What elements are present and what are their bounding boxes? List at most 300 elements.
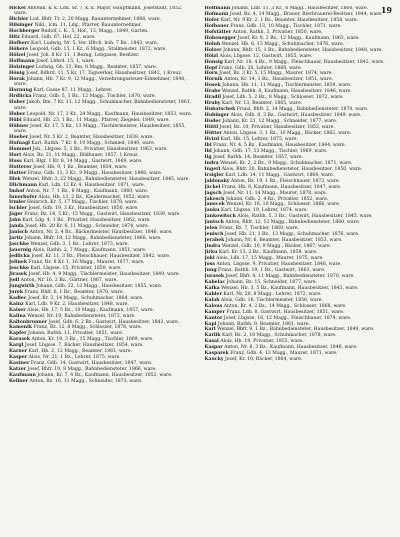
entry-name: Hofbauer: [204, 23, 229, 29]
directory-entry: [9, 23, 197, 28]
entry-text: Karl, Gasse 87, 11 Magg., Lehrer.: [33, 88, 113, 94]
entry-text: Johann, Bhfr. 15, 1 Bz., Bahnbediensteter, Hausbesitzer, 1848, ware.: [223, 47, 383, 53]
directory-entry: [9, 153, 197, 158]
entry-name: Kainz: [9, 301, 24, 307]
entry-text: Josef, Hb. 21, 1 Bz., 13 Magg., Schuhmacher, 1876, ware.: [224, 232, 360, 238]
directory-entry: [9, 278, 197, 283]
directory-entry: [205, 214, 393, 219]
entry-text: Franz, Bhfr. 6, 1 Bz., Beamter, 1870, ware.: [24, 289, 125, 295]
entry-text: Johann, Kr. 7, 4 Bz., Kaufmann, Hausbesitzer, 1852, ware.: [37, 373, 173, 379]
page-number: 19: [380, 5, 392, 15]
entry-text: Alois, Rathh. 5, 3 Bz., Gastwirt, Hausbesitzer, 1845, ware.: [237, 214, 373, 220]
entry-text: Johann, Nr. 6, Beamter, Hausbesitzer, 1853, ware.: [225, 238, 343, 244]
entry-text: Karl, Kr. 13, 2 Bz., Kaufmann, 1858, ware.: [218, 250, 318, 256]
entry-name: Jankowitsch: [204, 214, 236, 220]
entry-text: Johann, Kr. 21, 12 Magg., Schneider, 1877, ware.: [222, 119, 338, 125]
directory-entry: [205, 167, 393, 172]
directory-entry: [9, 248, 197, 253]
directory-entry: [205, 345, 393, 350]
directory-entry: [9, 272, 197, 277]
entry-name: Janisch: [9, 230, 28, 236]
directory-entry: [9, 349, 197, 354]
entry-name: Jauernig: [9, 248, 32, 254]
entry-text: Josef, Nr. 11, 14 Magg., Maurer, 1878, ware.: [223, 190, 328, 196]
entry-name: Hitz: [9, 35, 20, 41]
entry-text: Wenzel, Bhfr. 3, 22 Magg., Bahnbediensteter, Hausbesitzer, 1845, ware.: [22, 176, 190, 182]
entry-text: Alois, Rathh. 2, 7 Magg., Kaufmann, 1851, ware.: [32, 248, 147, 254]
directory-entry: [205, 191, 393, 196]
entry-name: Jelinek: [9, 259, 28, 265]
directory-entry: [9, 147, 197, 152]
entry-text: Alois, Nr. 21, 1 Bz., Lehrer, 1875, ware.: [28, 355, 121, 361]
entry-name: Jokl: [204, 256, 215, 262]
entry-text: Alois, Gdb. 8, 3 Bz., Gastwirt, Hausbesitzer, 1849, ware.: [230, 113, 362, 119]
entry-text: Josef, Ldb. 5, 2 Bz., 8 Magg., Schlosser, 1872, ware.: [222, 95, 344, 101]
entry-name: Hrdlicka: [9, 94, 32, 100]
directory-entry: [9, 296, 197, 301]
directory-entry: [205, 244, 393, 249]
directory-entry: [205, 286, 393, 291]
entry-name: Kafka: [204, 285, 220, 291]
entry-name: Jirku: [204, 250, 218, 256]
entry-text: Franz, Gdb. 4, 13 Magg., Maurer, 1871, ware.: [230, 351, 338, 357]
directory-entry: [9, 135, 197, 140]
directory-entry: [9, 94, 197, 99]
entry-name: Illichmann: [9, 182, 38, 188]
entry-text: Karl, Bz. 2, 10 Magg., Schuhmacher, 1878, ware.: [222, 333, 337, 339]
entry-name: Jenisch: [204, 232, 224, 238]
entry-name: Jung: [204, 267, 217, 273]
directory-entry: [9, 189, 197, 194]
directory-entry: [9, 266, 197, 271]
directory-entry: [9, 343, 197, 348]
entry-name: Kantor: [204, 315, 223, 321]
entry-name: Hufnagl: [9, 140, 30, 146]
entry-text: Josef, Kr. 17, 5 Bz., 13 Magg., Tischlermeister, Hausbesitzer, 1855, ware.: [14, 123, 186, 135]
directory-entry: [9, 218, 197, 223]
directory-entry: [9, 355, 197, 360]
entry-name: Hummel: [9, 146, 32, 152]
entry-text: Josef, Bz. 4, 14 Magg., Brauer, Bierbrauerei-Besitzer, 1844, ware.: [229, 11, 383, 17]
entry-name: Hradil: [204, 95, 221, 101]
directory-entry: [9, 47, 197, 52]
entry-text: Nikl., lcm. 11, Ldg., Pfarrer, Bauunternehmer.: [34, 23, 142, 29]
directory-entry: [9, 212, 197, 217]
entry-name: Hilsinger: [9, 23, 34, 29]
entry-name: Hvizd: [204, 136, 220, 142]
entry-name: Holzer: [204, 47, 222, 53]
entry-name: Ingerl: [204, 166, 221, 172]
entry-name: Hruby: [204, 101, 221, 107]
entry-text: Anton, Rathh. 3, Privatier, 1850, ware.: [232, 29, 323, 35]
entry-name: Kasper: [9, 355, 28, 361]
entry-text: Josef, Kr. 3, 14 Magg., Schuhmacher, 1864, ware.: [28, 295, 144, 301]
entry-text: Johann, Bhfr. 18, 12 Magg., Bahnbediensteter, 1868, ware.: [24, 236, 162, 242]
entry-name: Hichler: [9, 17, 29, 23]
directory-entry: [9, 165, 197, 170]
directory-entry: [9, 35, 197, 40]
entry-text: Franz, Bz. 14, 5 Kr., 15 Magg., Gastwirt, Hausbesitzer, 1839, ware.: [24, 212, 181, 218]
directory-entry: [205, 232, 393, 237]
entry-text: Johann, Hb. 7 Kr. 9, 12 Magg., Verzehrungssteuer-Einnehmer, 1848, ware.: [14, 76, 186, 88]
directory-entry: [9, 65, 197, 70]
directory-entry: [9, 53, 197, 58]
entry-text: Anton, Bz. 19, 1 Bz., Fleischhauer, 1873, ware.: [230, 178, 341, 184]
entry-text: Franz, Gdb. 14, Gastwirt, Hausbesitzer, 1847, ware.: [30, 361, 153, 367]
entry-name: Horak: [9, 76, 25, 82]
entry-text: Wenzel, Hb. 3, 5 Bz., Kaufmann, Hausbesitzer, 1843, ware.: [221, 285, 359, 291]
directory-entry: [205, 54, 393, 59]
entry-name: Holzinger: [9, 65, 35, 71]
entry-name: Hübl: [9, 117, 22, 123]
entry-name: Jirasek: [9, 271, 28, 277]
directory-entry: [205, 131, 393, 136]
entry-name: Kabelac: [204, 279, 226, 285]
entry-text: Franz, Hb. 8, Kaufmann, Hausbesitzer, 1847, ware.: [221, 184, 342, 190]
entry-text: Josef, Gdb. 19, 3 Kr., Hausbesitzer, 1850, ware.: [28, 206, 139, 212]
entry-name: Hrabe: [204, 89, 221, 95]
directory-entry: [205, 18, 393, 23]
entry-text: Karl, Rathh. 7 Kr. 8, 10 Magg., Schmied, 1840, ware.: [31, 140, 156, 146]
entry-name: Jäckel: [204, 184, 221, 190]
entry-name: Irmler: [9, 200, 26, 206]
directory-entry: [205, 107, 393, 112]
entry-text: Josef, Bz. 10, Privatier, Hausbesitzer, 1853, ware.: [219, 125, 335, 131]
entry-text: Wenzel, Kr. 2, 2 Bz., 9 Magg., Schuhmacher, 1871, ware.: [220, 160, 353, 166]
entry-text: Josef, Kr. 10, Bäcker, 1864, ware.: [224, 357, 303, 363]
entry-text: Anton, Kr. 4, 2 Bz., 14 Magg., Schlosser, 1868, ware.: [223, 303, 347, 309]
entry-text: Johann, Bz. 15, Schneider, 1877, ware.: [226, 279, 317, 285]
entry-text: Josef, Rathh. 14, Beamter, 1857, ware.: [213, 154, 303, 160]
directory-entry: [205, 238, 393, 243]
entry-text: Josef, Bhfr. 10, 9 Magg., Bahnbediensteter, 1866, ware.: [27, 367, 157, 373]
directory-entry: [205, 125, 393, 130]
directory-entry: [9, 373, 197, 378]
directory-entry: [9, 367, 197, 372]
entry-text: Franz, Ldb. 8, Gastwirt, Hausbesitzer, 1851, ware.: [226, 309, 345, 315]
entry-text: Karl, Hb. 2, 12 Magg., Beamter, 1861, ware.: [28, 349, 133, 355]
entry-text: Alois, Hb. 13, 2 Bz., Kleidermacher, 1852, ware.: [38, 194, 151, 200]
entry-name: Kargl: [9, 343, 24, 349]
entry-text: Karl, Blgr. 1 Kr. 8, 14 Magg., Gastwirt, 1869, ware.: [23, 158, 143, 164]
entry-name: Indra: [204, 160, 219, 166]
entry-name: Huber: [9, 111, 26, 117]
directory-entry: [9, 100, 197, 111]
entry-text: Josef, Hb. 4, 9 Magg., Tischlermeister, Hausbesitzer, 1849, ware.: [28, 271, 181, 277]
entry-text: Karl, Ludwig, Nr. 5, Ver. Hltch. hoh. 7 Bz., 1843, ware.: [30, 41, 159, 47]
entry-text: Wenzel, Bhfr. 9, 1 Bz., Bahnbediensteter, Hausbesitzer, 1849, ware.: [217, 327, 375, 333]
directory-entry: [205, 24, 393, 29]
directory-entry: [205, 60, 393, 65]
entry-name: Jakesch: [204, 196, 225, 202]
directory-entry: [205, 256, 393, 261]
entry-text: Wenzel, Gdb. 10, 9 Magg., Bäcker, 1867, ware.: [221, 244, 332, 250]
entry-text: Josef, Bdhrd. 11, 5 Kr. 17, Tagwerker, Hausbesitzer, 1842, 1 Kreuz.: [26, 70, 183, 76]
entry-text: Anton, Nr. 2, 4 Bz., Bäckermeister, Hausbesitzer, 1846, ware.: [29, 230, 173, 236]
entry-text: Franz, Rathh. 19, 1 Bz., Gastwirt, 1863, ware.: [218, 267, 326, 273]
directory-entry: [205, 155, 393, 160]
entry-name: Kalina: [9, 313, 26, 319]
entry-name: Janda: [9, 224, 24, 230]
entry-text: Josef, Joh. 8 Kr. 11, 1 Bezug, Lobgasse, Besitzer.: [26, 53, 140, 59]
entry-name: Hochberger: [9, 29, 40, 35]
entry-text: Karl, Hb. 15, Lehrer, 1875, ware.: [220, 136, 298, 142]
directory-entry: [9, 290, 197, 295]
directory-entry: [9, 224, 197, 229]
directory-entry: [205, 42, 393, 47]
entry-name: Hutter: [9, 170, 27, 176]
entry-name: Jindra: [204, 244, 221, 250]
entry-name: Jedlicka: [9, 254, 30, 260]
entry-text: Josef, Bz. 3 Kr. 5, 15 Magg., Maurer, 1874, ware.: [219, 71, 333, 77]
directory-entry: [205, 250, 393, 255]
entry-text: Josef, Gdb. 6, 2 Bz., Gastwirt, Hausbesitzer, 1843, ware.: [48, 319, 180, 325]
entry-name: Jurek: [9, 289, 24, 295]
entry-name: Hütter: [204, 131, 222, 137]
entry-name: Jungwirth: [9, 283, 35, 289]
entry-text: Franz, Nr. 4, 5 Bz., Kaufmann, Hausbesitzer, 1844, ware.: [213, 142, 347, 148]
directory-entry: [205, 143, 393, 148]
directory-entry: [9, 183, 197, 188]
entry-name: Hohenegger: [204, 35, 237, 41]
entry-text: Eduard, Gdb. 67, Hof. 22, ware.: [21, 35, 96, 41]
directory-entry: [9, 77, 197, 88]
entry-text: Franz, Gdb. 5, 1 Bz., 12 Magg., Tischler, 1870, ware.: [32, 94, 157, 100]
entry-text: Wenzel, Kr. 16, 10 Magg., Schlosser, 1866, ware.: [226, 202, 341, 208]
entry-text: Anton, Nr. 7, 1 Bz., 8 Magg., Kaufmann, 1860, ware.: [25, 188, 149, 194]
directory-entry: [205, 262, 393, 267]
entry-name: Kaiser: [9, 307, 26, 313]
directory-entry: [9, 302, 197, 307]
directory-entry: [205, 298, 393, 303]
directory-entry: [9, 141, 197, 146]
entry-name: Hueber: [9, 134, 29, 140]
entry-text: Rudolf, i. K., 5, Hof., 13, Magg., 1849, Garten.: [41, 29, 149, 35]
directory-entry: [205, 30, 393, 35]
entry-name: Ischler: [9, 206, 27, 212]
directory-entry: [9, 59, 197, 64]
entry-name: Hüttl: [204, 125, 219, 131]
directory-entry: [9, 361, 197, 366]
entry-name: Jantsch: [204, 220, 224, 226]
entry-text: Josef, Hb. 20 Kr. 6, 11 Magg., Schneider, 1874, ware.: [25, 224, 150, 230]
entry-name: Ihl: [204, 148, 212, 154]
entry-text: Franz, Bz. 7, Tischler, 1869, ware.: [219, 226, 299, 232]
directory-entry: [9, 118, 197, 123]
entry-text: Johann, Gdb. 2, 4 Bz., Privatier, 1852, ware.: [225, 196, 329, 202]
directory-entry: [9, 308, 197, 313]
directory-entry: [9, 242, 197, 247]
directory-entry: [205, 310, 393, 315]
entry-name: Jaritz: [9, 236, 24, 242]
entry-name: Hölzel: [9, 53, 26, 59]
directory-entry: [205, 185, 393, 190]
directory-entry: [9, 379, 197, 384]
entry-name: Kapl: [204, 321, 217, 327]
entry-text: Alois, Bhfr. 20, Bahnbediensteter, Hausbesitzer, 1850, ware.: [221, 166, 363, 172]
entry-text: Johann, Rathh. 11, Privatier, 1851, ware.: [27, 331, 124, 337]
entry-name: Jerabek: [204, 238, 225, 244]
directory-entry: [9, 159, 197, 164]
entry-text: Karl, Ldb. 12 Kr. 4, Hausbesitzer, 1871, ware.: [38, 182, 146, 188]
directory-entry: [205, 6, 393, 11]
directory-entry: [205, 101, 393, 106]
directory-entry: [205, 268, 393, 273]
entry-name: Jeschke: [9, 265, 29, 271]
entry-name: Kalous: [204, 303, 223, 309]
entry-text: Leopold, Gdb. 15, 1 Kr., 6 Magg., Stallmeister, 1872, ware.: [29, 47, 167, 53]
directory-entry: [205, 173, 393, 178]
entry-text: Josef, Nr. 5 Kr. 2, Beamter, Hausbesitzer, 1838, ware.: [29, 134, 154, 140]
entry-name: Hofer: [204, 17, 220, 23]
entry-name: Kadlec: [9, 295, 27, 301]
directory-entry: [205, 280, 393, 285]
directory-entry: [205, 179, 393, 184]
entry-name: Ilg: [204, 154, 212, 160]
entry-name: Ibl: [204, 142, 212, 148]
entry-name: Karlik: [204, 333, 221, 339]
entry-name: Hudec: [204, 119, 222, 125]
entry-name: Hoffmann: [204, 6, 231, 11]
entry-name: Jodl: [9, 277, 20, 283]
entry-text: Josef, Lbgsse. 7, Bäcker, Hausbesitzer, 1854, ware.: [24, 343, 144, 349]
directory-entry: [205, 339, 393, 344]
entry-text: Alois, Ldb. 17, 15 Magg., Maurer, 1875, ware.: [216, 256, 324, 262]
directory-entry: [9, 314, 197, 319]
entry-name: Karl: [204, 327, 216, 333]
entry-text: Wenzel, Rathh. 8, Kaufmann, Hausbesitzer, 1846, ware.: [221, 89, 352, 95]
entry-name: Jagsch: [204, 190, 222, 196]
entry-text: Josef, Lbhrd. 15, 1, ware.: [36, 59, 95, 65]
entry-name: Hurt: [9, 152, 22, 158]
entry-name: Jablonsky: [204, 178, 230, 184]
entry-name: Kamenik: [9, 325, 33, 331]
entry-text: Lud. Bhfr. Tr. 2, 20 Magg. Bauunternehmer, 1888, ware.: [29, 17, 162, 23]
entry-text: Johann, Ldb. 11, 3 Kr., 6 Magg., Hausbesitzer, 1860, ware.: [231, 6, 369, 11]
directory-entry: [205, 149, 393, 154]
directory-entry: [205, 304, 393, 309]
entry-name: Kaspar: [204, 345, 223, 351]
entry-name: Janku: [204, 208, 220, 214]
entry-name: Joss: [204, 261, 215, 267]
entry-text: Alois, Hb. 19, Privatier, 1855, ware.: [220, 339, 304, 345]
entry-name: Kaltenbrunner: [9, 319, 48, 325]
entry-text: Wenzel, Nr. 10, Bahnbediensteter, 1872, ware.: [27, 313, 136, 319]
directory-entry: [205, 36, 393, 41]
entry-name: Kasal: [204, 339, 219, 345]
directory-entry: [9, 177, 197, 182]
directory-entry: [9, 41, 197, 46]
entry-name: Kastner: [9, 361, 30, 367]
entry-text: Alois, Lbgsse. 12, Gastwirt, 1855, ware.: [219, 53, 313, 59]
entry-name: Jelen: [204, 226, 218, 232]
directory-entry: [205, 48, 393, 53]
entry-name: Innerhofer: [9, 194, 37, 200]
directory-entry: [205, 161, 393, 166]
entry-text: Franz, Bhfr. 2, 14 Magg., Bahnbediensteter, 1870, ware.: [236, 107, 369, 113]
entry-name: Horn: [204, 71, 218, 77]
directory-entry: [9, 171, 197, 176]
entry-name: Kaucky: [204, 357, 224, 363]
entry-name: Kahler: [204, 291, 222, 297]
entry-name: Hubatschek: [204, 107, 236, 113]
entry-name: Höhere: [9, 47, 29, 53]
entry-name: Jurasek: [204, 273, 225, 279]
entry-text: Karl, Lbgsse. 15, Privatier, 1859, ware.: [30, 265, 122, 271]
directory-entry: [9, 71, 197, 76]
entry-text: Josef, Lbgsse. 16, 12 Magg., Fleischhauer, 1874, ware.: [223, 315, 352, 321]
entry-text: Johann, Gdb. 22, 13 Magg., Hausbesitzer, 1855, ware.: [36, 283, 163, 289]
directory-entry: [9, 124, 197, 135]
entry-text: Alois, Bz. 21, 11 Magg., Bildhauer, 1857, 1 Kreuz.: [22, 152, 139, 158]
directory-entry: [205, 137, 393, 142]
entry-text: Karl, Nr. 13, Beamter, 1865, ware.: [221, 101, 303, 107]
entry-text: Josef, Kr. 8, 2 Bz., 12 Magg., Kaufmann, 1863, ware.: [237, 35, 360, 41]
entry-name: Hofstätter: [204, 29, 232, 35]
entry-text: Johann, Gdb. 17, 13 Magg., Tischler, 1869, ware.: [213, 148, 328, 154]
directory-entry: [9, 254, 197, 259]
entry-text: Jakob, Bm. 7 Kr. 11, 12 Magg., Schuhmacher, Bahnbediensteter, 1861, ware.: [14, 100, 192, 111]
entry-text: Karl, Ldb. 9 Kr. 2, Hausbesitzer, 1848, ware.: [25, 301, 129, 307]
directory-entry: [205, 113, 393, 118]
directory-entry: [205, 292, 393, 297]
entry-name: Kamper: [204, 309, 225, 315]
entry-name: Imhof: [9, 188, 25, 194]
directory-entry: [205, 95, 393, 100]
entry-text: Franz, Bz. 8 Kr. 1, 16 Magg., Maurer, 1877, ware.: [28, 259, 145, 265]
directory-entry: [9, 230, 197, 235]
directory-entry: [205, 226, 393, 231]
entry-text: Karl, Nr. 18, 4 Bz., 9 Magg., Fleischhauer, Hausbesitzer, 1842, ware.: [224, 59, 385, 65]
entry-name: Kapfer: [9, 331, 27, 337]
entry-name: Kaufmann: [9, 373, 36, 379]
directory-entry: [9, 260, 197, 265]
entry-name: Hutterer: [9, 164, 32, 170]
directory-entry: [205, 316, 393, 321]
entry-text: Anton, Lbgsse. 3, 1 Bz., 10 Magg., Bäcker, 1862, ware.: [223, 131, 352, 137]
entry-name: Janecek: [204, 202, 225, 208]
entry-name: Irsigler: [204, 172, 224, 178]
entry-name: Hofmann: [204, 11, 229, 17]
entry-name: Karner: [9, 349, 28, 355]
entry-text: Franz, Bz. 12, 8 Magg., Schlosser, 1876, ware.: [33, 325, 143, 331]
entry-name: Hölzl: [204, 53, 219, 59]
entry-text: Anton, Nr. 8, 3 Bz., Kaufmann, Hausbesitzer, 1846, ware.: [224, 345, 358, 351]
entry-text: Anton, Kr. 19, 3 Bz., 15 Magg., Tischler, 1869, ware.: [31, 337, 154, 343]
entry-name: Katzer: [9, 367, 27, 373]
entry-name: Hubinger: [204, 113, 230, 119]
entry-text: Heinrich, Kr. 5, 17 Magg., Tischler, 1878, ware.: [27, 200, 139, 206]
entry-name: Hoffmann: [9, 59, 35, 65]
entry-text: Josef, Bhfr. 4, 11 Magg., Bahnbediensteter, 1870, ware.: [225, 273, 355, 279]
entry-text: Franz, Gdb. 20, Lehrer, 1868, ware.: [218, 65, 303, 71]
entry-name: Hopf: [204, 65, 218, 71]
entry-name: Hosek: [204, 83, 221, 89]
entry-text: Antonin, k. k. Ldd. Sr. 7, k. k. Major, Hauptmann, Josefstadt, 1852, ware.: [14, 6, 183, 17]
entry-text: Karl, Ldb. 14, 11 Magg., Gastwirt, 1864, ware.: [225, 172, 335, 178]
entry-text: Anton, Nr. 16, 2 Bz., Gärtner, 1867, ware.: [20, 277, 118, 283]
entry-name: Jaschke: [9, 242, 29, 248]
entry-text: Johann, Rathh. 9, Beamter, 1861, ware.: [217, 321, 310, 327]
entry-name: Hornung: [9, 88, 33, 94]
entry-name: Hönig: [9, 70, 25, 76]
entry-text: Karl, Nr. 9 Kr. 2, 1 Bz., Beamter, Hausbesitzer, 1858, ware.: [220, 17, 359, 23]
page-columns: [9, 6, 392, 533]
entry-name: Hornik: [204, 77, 223, 83]
entry-name: Jahn: [9, 218, 21, 224]
directory-entry: [205, 119, 393, 124]
directory-entry: [205, 12, 393, 17]
